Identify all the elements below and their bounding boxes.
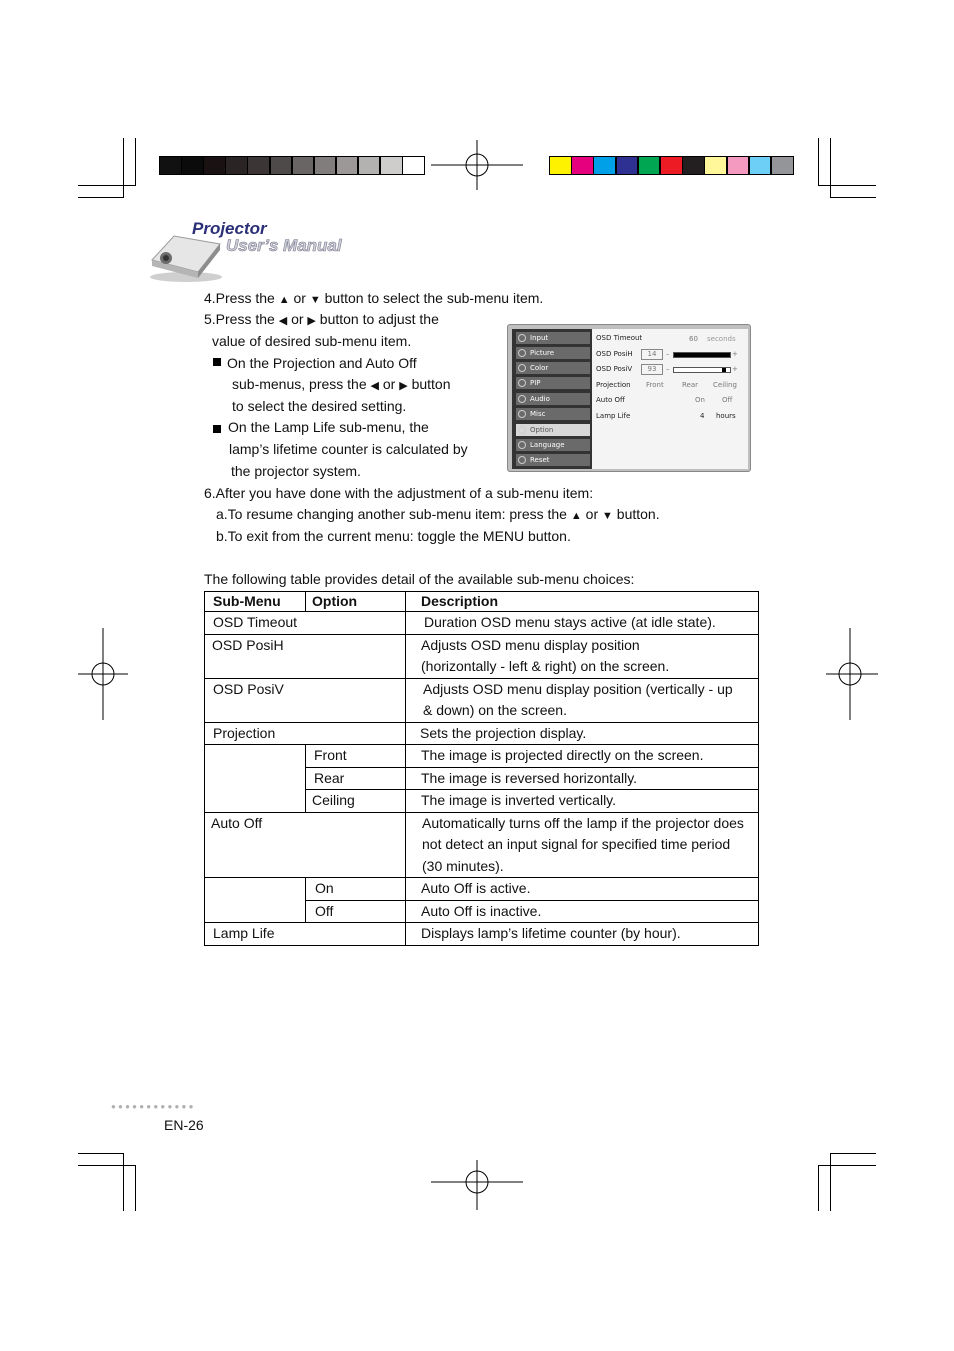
header-option: Option	[306, 592, 406, 612]
crop-mark	[818, 1165, 876, 1166]
page-number: EN-26	[164, 1117, 204, 1133]
crop-mark	[78, 1165, 136, 1166]
osd-posih-slider	[673, 352, 731, 358]
table-row: Ceiling The image is inverted vertically.	[205, 790, 759, 813]
osd-posiv-label: OSD PosiV	[596, 365, 633, 373]
osd-menu-screenshot	[507, 324, 751, 472]
step-6: 6.After you have done with the adjustment of a sub-menu item:	[204, 485, 594, 501]
crop-mark	[78, 1153, 124, 1154]
registration-mark-icon	[431, 1160, 523, 1210]
table-intro: The following table provides detail of the available sub-menu choices:	[204, 571, 635, 587]
step-4: 4.Press the ▲ or ▼ button to select the sub-menu item.	[204, 290, 544, 306]
table-row: On Auto Off is active.	[205, 878, 759, 901]
left-arrow-icon: ◀	[278, 315, 288, 327]
footer-dots: ● ● ● ● ● ● ● ● ● ● ● ●	[111, 1102, 194, 1111]
right-arrow-icon: ▶	[307, 315, 316, 327]
crop-mark	[830, 138, 831, 198]
osd-menu-item-language: Language	[516, 439, 590, 451]
crop-mark	[818, 138, 819, 186]
osd-menu-item-audio: Audio	[516, 393, 590, 405]
osd-menu-item-picture: Picture	[516, 347, 590, 359]
color-swatch	[638, 156, 661, 175]
grayscale-swatch	[336, 156, 359, 175]
osd-menu-item-color: Color	[516, 362, 590, 374]
osd-posih-label: OSD PosiH	[596, 350, 633, 358]
step-5: 5.Press the ◀ or ▶ button to adjust the	[204, 311, 439, 327]
registration-mark-icon	[431, 140, 523, 190]
color-swatch	[549, 156, 572, 175]
grayscale-swatch	[292, 156, 315, 175]
bullet-2-line2: lamp’s lifetime counter is calculated by	[229, 441, 468, 457]
step-6a: a.To resume changing another sub-menu item: press the ▲ or ▼ button.	[216, 506, 660, 522]
table-row: Rear The image is reversed horizontally.	[205, 767, 759, 790]
color-swatch	[704, 156, 727, 175]
header-title-projector: Projector	[192, 219, 267, 238]
table-row: Auto Off Automatically turns off the lamp if the projector does not detect an input signal for specified time period (30 minutes).	[205, 812, 759, 878]
crop-mark	[78, 197, 124, 198]
square-bullet-icon	[213, 425, 221, 433]
bullet-1-line1: On the Projection and Auto Off	[227, 355, 417, 371]
bullet-2-line3: the projector system.	[231, 463, 361, 479]
crop-mark	[830, 1153, 876, 1154]
osd-posiv-slider	[673, 367, 731, 373]
osd-timeout-value: 60	[689, 335, 698, 343]
color-swatch	[571, 156, 594, 175]
table-row: OSD PosiH Adjusts OSD menu display position (horizontally - left & right) on the screen.	[205, 634, 759, 678]
osd-projection-ceiling: Ceiling	[713, 381, 737, 389]
grayscale-swatch	[358, 156, 381, 175]
table-row: Front The image is projected directly on the screen.	[205, 745, 759, 768]
osd-posih-slider-fill	[674, 353, 730, 357]
grayscale-swatch	[225, 156, 248, 175]
crop-mark	[123, 138, 124, 198]
square-bullet-icon	[213, 358, 221, 366]
osd-menu-item-pip: PIP	[516, 377, 590, 389]
registration-mark-icon	[78, 628, 128, 720]
step-6b: b.To exit from the current menu: toggle the MENU button.	[216, 528, 571, 544]
crop-mark	[135, 138, 136, 186]
crop-mark	[818, 185, 876, 186]
bullet-1-line2: sub-menus, press the ◀ or ▶ button	[232, 376, 451, 392]
color-swatch	[749, 156, 772, 175]
color-swatch	[660, 156, 683, 175]
down-arrow-icon: ▼	[309, 294, 321, 306]
up-arrow-icon: ▲	[570, 510, 582, 522]
crop-mark	[123, 1153, 124, 1211]
crop-mark	[135, 1165, 136, 1211]
osd-lamplife-unit: hours	[716, 412, 736, 420]
osd-sidebar	[512, 329, 592, 469]
grayscale-swatch	[203, 156, 226, 175]
color-swatch	[593, 156, 616, 175]
osd-autooff-off: Off	[722, 396, 733, 404]
table-row: OSD PosiV Adjusts OSD menu display position (vertically - up & down) on the screen.	[205, 678, 759, 722]
header-description: Description	[406, 592, 759, 612]
table-row: Lamp Life Displays lamp’s lifetime counter (by hour).	[205, 923, 759, 946]
osd-lamplife-label: Lamp Life	[596, 412, 631, 420]
bullet-1-line3: to select the desired setting.	[232, 398, 407, 414]
osd-posiv-value: 93	[641, 364, 663, 375]
table-header-row	[205, 592, 759, 612]
table-row: Off Auto Off is inactive.	[205, 900, 759, 923]
osd-projection-label: Projection	[596, 381, 631, 389]
grayscale-swatch	[270, 156, 293, 175]
crop-mark	[830, 1153, 831, 1211]
osd-autooff-on: On	[695, 396, 705, 404]
grayscale-swatch	[159, 156, 182, 175]
color-swatch	[771, 156, 794, 175]
osd-menu-item-option: Option	[516, 424, 590, 436]
up-arrow-icon: ▲	[278, 294, 290, 306]
grayscale-swatch	[380, 156, 403, 175]
header-submenu: Sub-Menu	[205, 592, 306, 612]
osd-menu-item-reset: Reset	[516, 454, 590, 466]
osd-option-panel: OSD Timeout 60 seconds OSD PosiH 14 – + OSD PosiV 93 – + Projection Front Rear Ceiling Auto Off On Off Lamp Life 4 hours	[592, 329, 748, 469]
grayscale-swatch	[247, 156, 270, 175]
osd-menu-item-misc: Misc	[516, 408, 590, 420]
grayscale-swatch	[314, 156, 337, 175]
registration-mark-icon	[826, 628, 878, 720]
osd-posiv-slider-fill	[674, 368, 726, 372]
color-swatch	[616, 156, 639, 175]
osd-timeout-unit: seconds	[707, 335, 736, 343]
osd-projection-front: Front	[646, 381, 664, 389]
osd-projection-rear: Rear	[682, 381, 699, 389]
crop-mark	[830, 197, 876, 198]
crop-mark	[78, 185, 136, 186]
header-title-users-manual: User’s Manual	[226, 236, 342, 255]
submenu-table	[204, 591, 759, 946]
grayscale-swatch	[181, 156, 204, 175]
osd-timeout-label: OSD Timeout	[596, 334, 643, 342]
osd-lamplife-value: 4	[700, 412, 705, 420]
color-swatch	[682, 156, 705, 175]
osd-posih-value: 14	[641, 349, 663, 360]
table-row: OSD Timeout Duration OSD menu stays active (at idle state).	[205, 612, 759, 635]
step-5-line2: value of desired sub-menu item.	[212, 333, 412, 349]
right-arrow-icon: ▶	[399, 380, 408, 392]
crop-mark	[818, 1165, 819, 1211]
bullet-2-line1: On the Lamp Life sub-menu, the	[228, 419, 429, 435]
osd-menu-item-input: Input	[516, 332, 590, 344]
table-row: Projection Sets the projection display.	[205, 722, 759, 745]
grayscale-swatch	[402, 156, 425, 175]
color-swatch	[727, 156, 750, 175]
osd-autooff-label: Auto Off	[596, 396, 625, 404]
left-arrow-icon: ◀	[370, 380, 379, 392]
down-arrow-icon: ▼	[602, 510, 613, 522]
